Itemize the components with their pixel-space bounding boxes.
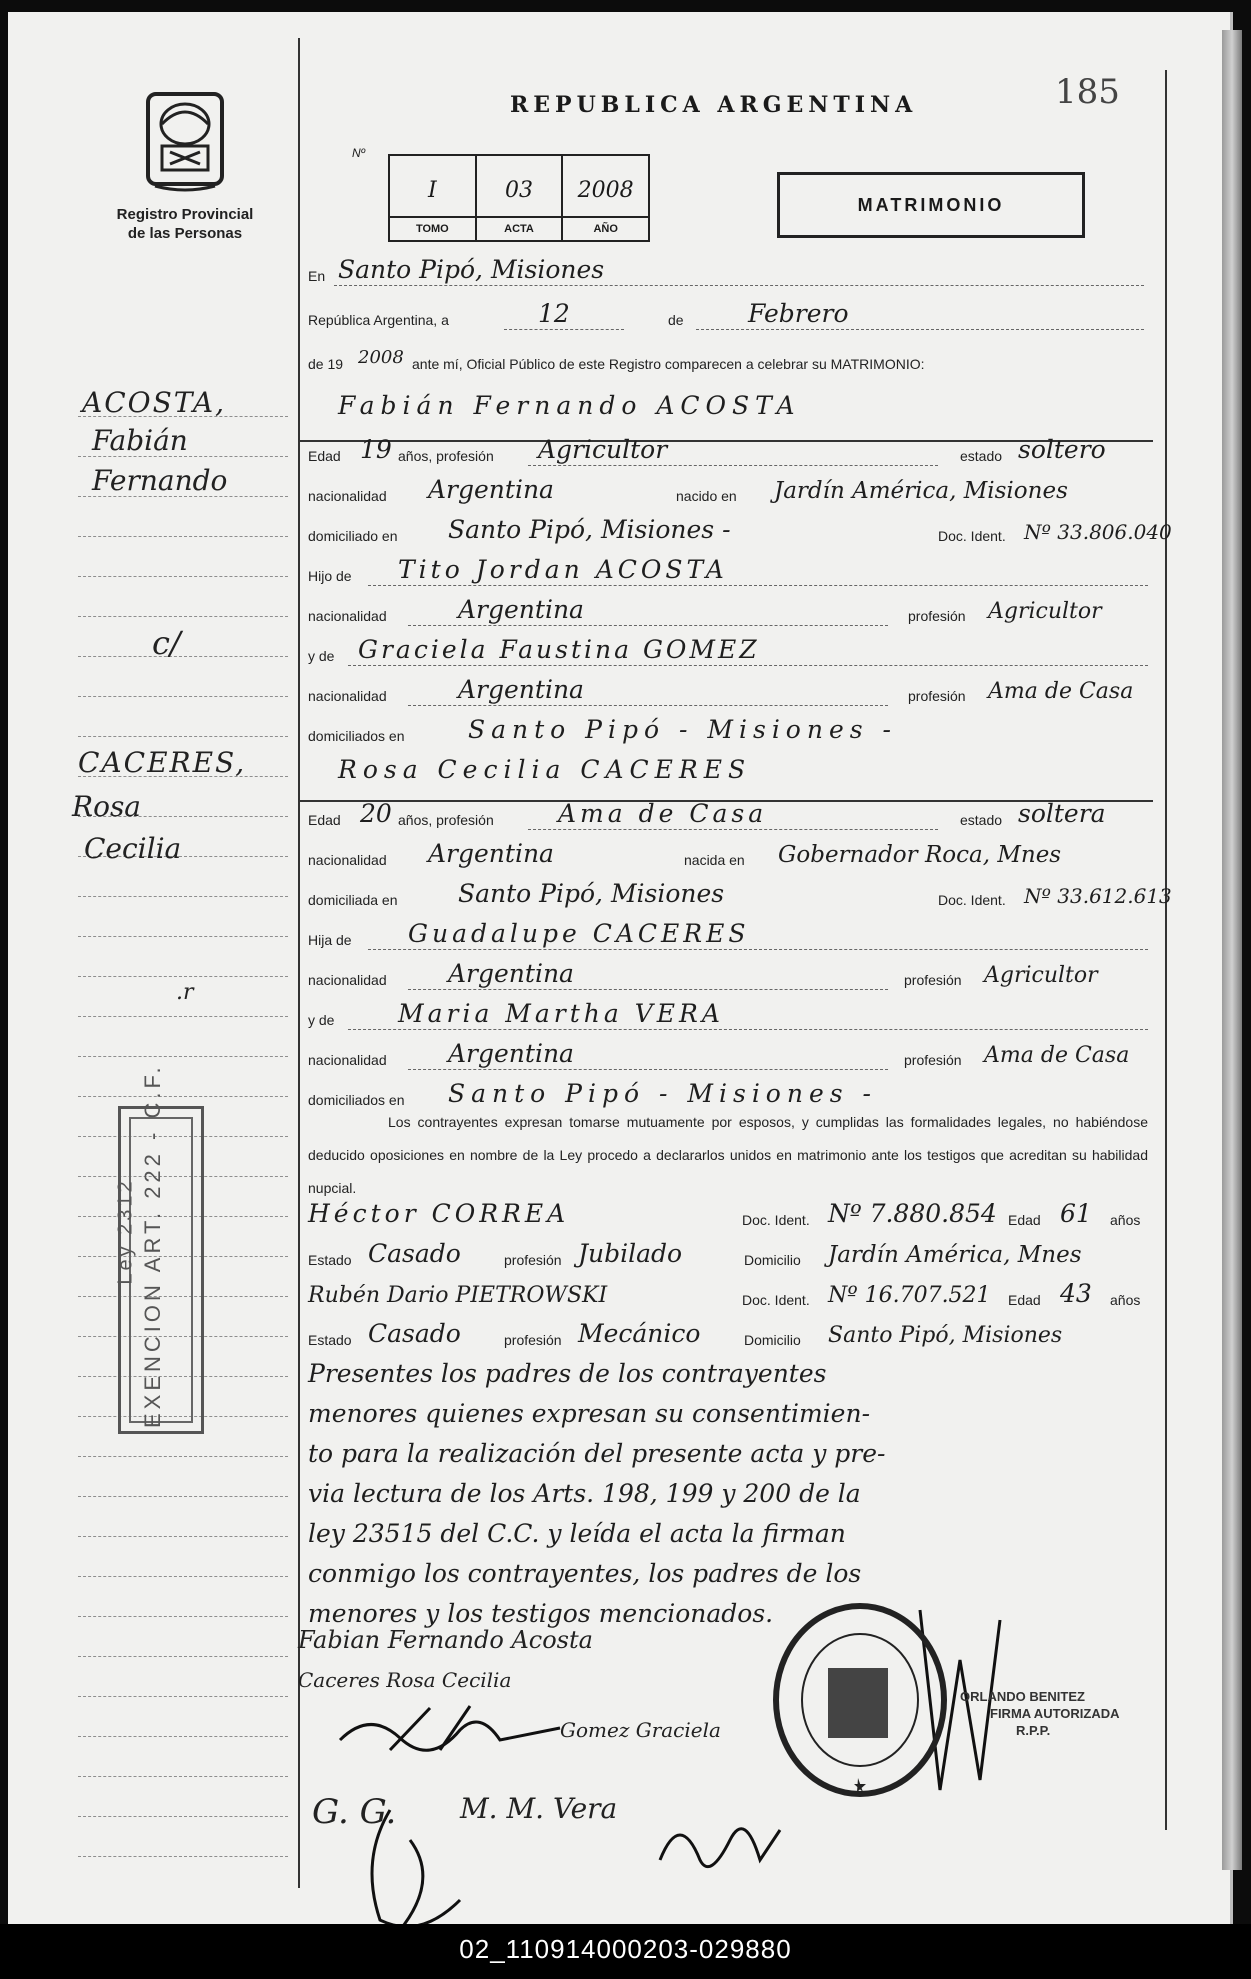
groom-nat-row — [308, 476, 1153, 510]
groom-mother-nat-row — [308, 676, 1153, 710]
groom-mother-row — [308, 636, 1153, 670]
profesion-label: profesión — [904, 1052, 962, 1068]
nacionalidad-label: nacionalidad — [308, 852, 387, 868]
witness2-profession: Mecánico — [578, 1319, 701, 1348]
bride-mother-profession: Ama de Casa — [984, 1043, 1130, 1068]
nacido-en-label: nacido en — [676, 488, 737, 504]
bride-birthplace: Gobernador Roca, Mnes — [778, 842, 1062, 868]
groom-domicile: Santo Pipó, Misiones - — [448, 515, 731, 544]
domiciliados-en-label: domiciliados en — [308, 728, 405, 744]
margin-bride-surname: CACERES, — [78, 746, 247, 779]
acta-cell — [477, 156, 564, 240]
record-id-table — [388, 154, 650, 242]
doc-ident-label: Doc. Ident. — [742, 1212, 810, 1228]
registry-crest-icon — [140, 90, 230, 194]
margin-divider — [298, 38, 300, 1888]
domiciliado-en-label: domiciliado en — [308, 528, 398, 544]
profesion-label: profesión — [908, 608, 966, 624]
margin-groom-given1: Fabián — [92, 424, 188, 457]
month-value: Febrero — [748, 299, 849, 328]
day-value: 12 — [538, 299, 570, 328]
official-title: FIRMA AUTORIZADA — [990, 1706, 1120, 1721]
groom-father-nat-row — [308, 596, 1153, 630]
note-line: Presentes los padres de los contrayentes — [308, 1359, 827, 1388]
note-line: to para la realización del presente acta y pre- — [308, 1439, 886, 1468]
groom-full-name: Fabián Fernando ACOSTA — [338, 391, 801, 420]
witness1-profession: Jubilado — [578, 1239, 683, 1268]
bride-father-nat-row — [308, 960, 1153, 994]
year-prefix: de 19 — [308, 356, 344, 372]
groom-father-row — [308, 556, 1153, 590]
y-de-label: y de — [308, 1012, 335, 1028]
ano-cell — [563, 156, 648, 240]
ano-label: AÑO — [563, 216, 648, 240]
bride-mother: Maria Martha VERA — [398, 999, 724, 1028]
nacionalidad-label: nacionalidad — [308, 608, 387, 624]
bride-domicile: Santo Pipó, Misiones — [458, 879, 725, 908]
profesion-label: profesión — [504, 1332, 562, 1348]
republic-label: República Argentina, a — [308, 312, 449, 328]
edad-label: Edad — [1008, 1292, 1041, 1308]
father-signature-scribble — [330, 1700, 570, 1760]
bride-father-row — [308, 920, 1153, 954]
edad-label: Edad — [308, 812, 341, 828]
record-type-box: MATRIMONIO — [777, 172, 1085, 238]
witness1-name: Héctor CORREA — [308, 1199, 570, 1228]
estado-label: estado — [960, 448, 1003, 464]
witness-signature-scribble — [360, 1800, 480, 1940]
en-label: En — [308, 268, 326, 284]
bride-father: Guadalupe CACERES — [408, 919, 750, 948]
bride-profession: Ama de Casa — [558, 799, 768, 828]
y-de-label: y de — [308, 648, 335, 664]
acta-label: ACTA — [477, 216, 562, 240]
anos-label: años — [1110, 1292, 1141, 1308]
bride-doc: Nº 33.612.613 — [1024, 884, 1172, 908]
intro-text: ante mí, Oficial Público de este Registro comparecen a celebrar su MATRIMONIO: — [412, 356, 925, 372]
estado-cap-label: Estado — [308, 1252, 352, 1268]
witness1-row — [308, 1200, 1153, 1234]
domiciliada-en-label: domiciliada en — [308, 892, 398, 908]
groom-birthplace: Jardín América, Misiones — [774, 478, 1068, 504]
estado-label: estado — [960, 812, 1003, 828]
groom-age-row — [308, 436, 1153, 470]
groom-mother: Graciela Faustina GOMEZ — [358, 635, 760, 664]
witness2-name: Rubén Dario PIETROWSKI — [308, 1283, 608, 1308]
groom-father-nationality: Argentina — [458, 595, 584, 624]
profesion-label: profesión — [908, 688, 966, 704]
anos-profesion-label: años, profesión — [398, 812, 494, 828]
note-line: ley 23515 del C.C. y leída el acta la firman — [308, 1519, 846, 1548]
note-line: menores y los testigos mencionados. — [308, 1599, 774, 1628]
registry-seal-icon — [770, 1600, 950, 1800]
registry-line-1: Registro Provincial — [116, 206, 254, 223]
edad-label: Edad — [308, 448, 341, 464]
mother2-signature: M. M. Vera — [460, 1792, 618, 1825]
official-org: R.P.P. — [1016, 1723, 1051, 1738]
margin-bride-given2: Cecilia — [84, 832, 182, 865]
year-value: 2008 — [358, 347, 404, 368]
witness2-doc: Nº 16.707.521 — [828, 1283, 991, 1308]
domiciliados-en-label: domiciliados en — [308, 1092, 405, 1108]
bride-nationality: Argentina — [428, 839, 554, 868]
groom-mother-profession: Ama de Casa — [988, 679, 1134, 704]
registry-line-2: de las Personas — [127, 225, 243, 242]
exemption-stamp-line1: Ley 2312 — [114, 1178, 137, 1285]
groom-doc: Nº 33.806.040 — [1024, 520, 1172, 544]
groom-status: soltero — [1018, 435, 1106, 464]
tomo-cell — [390, 156, 477, 240]
hija-de-label: Hija de — [308, 932, 352, 948]
groom-parents-domicile: Santo Pipó - Misiones - — [468, 715, 897, 744]
witness1-domicile: Jardín América, Mnes — [828, 1242, 1082, 1268]
book-edge — [1222, 30, 1242, 1870]
groom-nationality: Argentina — [428, 475, 554, 504]
bride-nat-row — [308, 840, 1153, 874]
bride-name-row — [308, 756, 1153, 790]
country-title: REPUBLICA ARGENTINA — [510, 92, 918, 118]
place-value: Santo Pipó, Misiones — [338, 255, 605, 284]
tomo-value: I — [427, 178, 437, 203]
de-label: de — [668, 312, 684, 328]
edad-label: Edad — [1008, 1212, 1041, 1228]
nro-mark: Nº — [352, 146, 366, 160]
right-divider — [1165, 70, 1167, 1830]
note-line: via lectura de los Arts. 198, 199 y 200 de la — [308, 1479, 861, 1508]
bride-parents-domicile: Santo Pipó - Misiones - — [448, 1079, 877, 1108]
profesion-label: profesión — [904, 972, 962, 988]
bride-age: 20 — [360, 799, 392, 828]
exemption-stamp-line2: EXENCION ART. 222 - C.F. — [140, 1063, 165, 1428]
declaration-text: Los contrayentes expresan tomarse mutuamente por esposos, y cumplidas las formalidades legales, no habiéndose deducido oposiciones en nombre de la Ley procedo a declararlos unidos en matrimonio ante los testigos que acreditan su habilidad nupcial. — [308, 1114, 1148, 1196]
groom-name-row — [308, 392, 1153, 426]
witness1-doc: Nº 7.880.854 — [828, 1199, 997, 1228]
tomo-label: TOMO — [390, 216, 475, 240]
bride-status: soltera — [1018, 799, 1106, 828]
bride-full-name: Rosa Cecilia CACERES — [338, 755, 752, 784]
note-line: menores quienes expresan su consentimien- — [308, 1399, 871, 1428]
witness1-age: 61 — [1060, 1199, 1092, 1228]
estado-cap-label: Estado — [308, 1332, 352, 1348]
date-row — [308, 300, 1153, 334]
hijo-de-label: Hijo de — [308, 568, 352, 584]
official-stamp-text — [960, 1688, 1120, 1739]
mother1-signature: Gomez Graciela — [560, 1718, 721, 1742]
witness2-domicile: Santo Pipó, Misiones — [828, 1323, 1063, 1348]
nacida-en-label: nacida en — [684, 852, 745, 868]
place-row — [308, 256, 1153, 290]
groom-profession: Agricultor — [538, 435, 668, 464]
registry-label — [100, 205, 270, 243]
anos-label: años — [1110, 1212, 1141, 1228]
witness2-details-row — [308, 1320, 1153, 1354]
witness2-status: Casado — [368, 1319, 461, 1348]
bride-mother-row — [308, 1000, 1153, 1034]
bride-father-profession: Agricultor — [984, 963, 1098, 988]
witness2-age: 43 — [1060, 1279, 1092, 1308]
official-name: ORLANDO BENITEZ — [960, 1689, 1085, 1704]
bride-mother-nationality: Argentina — [448, 1039, 574, 1068]
doc-ident-label: Doc. Ident. — [938, 892, 1006, 908]
acta-value: 03 — [505, 178, 533, 203]
margin-groom-given2: Fernando — [92, 464, 228, 497]
margin-groom-surname: ACOSTA, — [82, 386, 227, 419]
note-line: conmigo los contrayentes, los padres de los — [308, 1559, 862, 1588]
nacionalidad-label: nacionalidad — [308, 972, 387, 988]
domicilio-label: Domicilio — [744, 1252, 801, 1268]
nacionalidad-label: nacionalidad — [308, 1052, 387, 1068]
doc-ident-label: Doc. Ident. — [742, 1292, 810, 1308]
witness1-status: Casado — [368, 1239, 461, 1268]
groom-mother-nationality: Argentina — [458, 675, 584, 704]
anos-profesion-label: años, profesión — [398, 448, 494, 464]
groom-parents-dom-row — [308, 716, 1153, 750]
bride-signature: Caceres Rosa Cecilia — [298, 1668, 512, 1692]
bride-mother-nat-row — [308, 1040, 1153, 1074]
groom-dom-row — [308, 515, 1172, 550]
image-id-label: 02_110914000203-029880 — [459, 1934, 792, 1964]
margin-connector: c/ — [152, 624, 181, 662]
groom-father: Tito Jordan ACOSTA — [398, 555, 728, 584]
witness1-details-row — [308, 1240, 1153, 1274]
page-number: 185 — [1055, 72, 1120, 112]
margin-bride-given1: Rosa — [72, 790, 142, 823]
margin-mark: .r — [176, 980, 194, 1005]
groom-father-profession: Agricultor — [988, 599, 1102, 624]
intro-row — [308, 344, 1153, 378]
parent-initials-signature: G. G. — [312, 1792, 397, 1832]
nacionalidad-label: nacionalidad — [308, 488, 387, 504]
doc-ident-label: Doc. Ident. — [938, 528, 1006, 544]
witness2-row — [308, 1280, 1153, 1314]
groom-signature: Fabian Fernando Acosta — [298, 1626, 593, 1654]
nacionalidad-label: nacionalidad — [308, 688, 387, 704]
witness2-signature-scribble — [650, 1800, 790, 1890]
bride-dom-row — [308, 879, 1172, 914]
domicilio-label: Domicilio — [744, 1332, 801, 1348]
groom-age: 19 — [360, 435, 392, 464]
profesion-label: profesión — [504, 1252, 562, 1268]
bride-age-row — [308, 800, 1153, 834]
ano-value: 2008 — [577, 178, 634, 203]
bride-father-nationality: Argentina — [448, 959, 574, 988]
